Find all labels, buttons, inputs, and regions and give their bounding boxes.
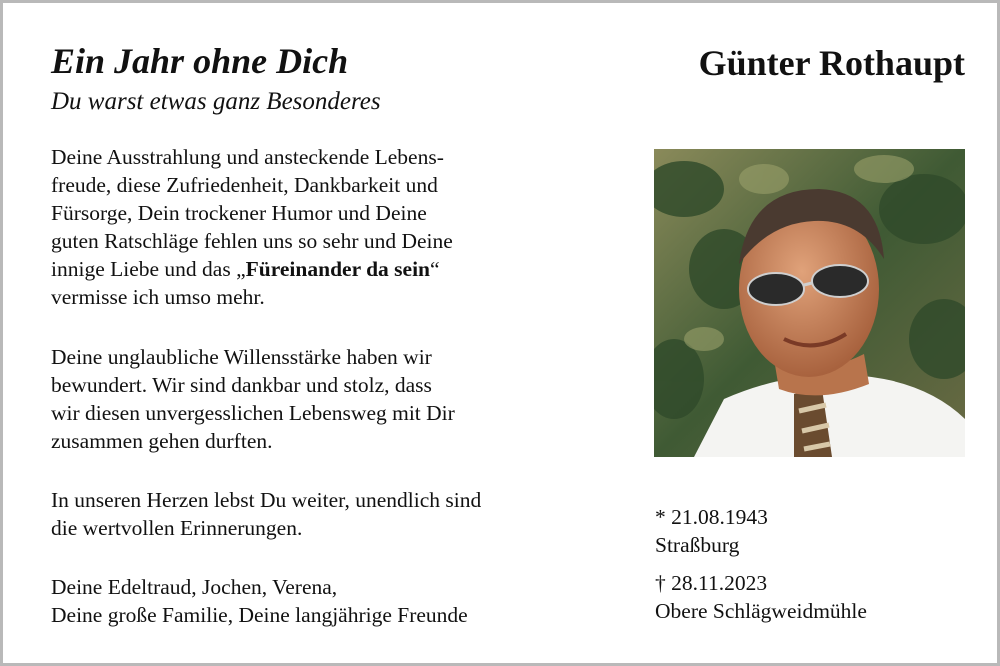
heading: Ein Jahr ohne Dich <box>51 41 349 81</box>
paragraph-tribute <box>51 143 611 311</box>
portrait-photo <box>654 149 965 457</box>
text-line: vermisse ich umso mehr. <box>51 285 265 309</box>
text-line <box>51 255 611 283</box>
subheading: Du warst etwas ganz Besonderes <box>51 88 381 115</box>
text-line: In unseren Herzen lebst Du weiter, unendlich sind <box>51 488 482 512</box>
portrait-illustration <box>654 149 965 457</box>
death-date: † 28.11.2023 <box>655 571 768 595</box>
text-line: Fürsorge, Dein trockener Humor und Deine <box>51 201 427 225</box>
birth-date: * 21.08.1943 <box>655 505 768 529</box>
text-segment: innige Liebe und das „ <box>51 257 246 281</box>
emphasis-text: Füreinander da sein <box>245 257 431 281</box>
deceased-name: Günter Rothaupt <box>698 43 965 83</box>
text-line: Deine große Familie, Deine langjährige Freunde <box>51 603 468 627</box>
death-place: Obere Schlägweidmühle <box>655 599 867 623</box>
text-line: bewundert. Wir sind dankbar und stolz, dass <box>51 373 432 397</box>
death-info <box>655 569 867 625</box>
birth-place: Straßburg <box>655 533 740 557</box>
text-line: Deine Ausstrahlung und ansteckende Lebens- <box>51 145 444 169</box>
text-line: wir diesen unvergesslichen Lebensweg mit Dir <box>51 401 455 425</box>
birth-info <box>655 503 768 559</box>
paragraph-admiration <box>51 343 611 455</box>
text-line: Deine unglaubliche Willensstärke haben wir <box>51 345 432 369</box>
paragraph-memories <box>51 486 611 542</box>
text-line: guten Ratschläge fehlen uns so sehr und Deine <box>51 229 453 253</box>
text-line: Deine Edeltraud, Jochen, Verena, <box>51 575 338 599</box>
text-segment: “ <box>430 257 440 281</box>
text-line: freude, diese Zufriedenheit, Dankbarkeit und <box>51 173 438 197</box>
text-line: die wertvollen Erinnerungen. <box>51 516 303 540</box>
text-line: zusammen gehen durften. <box>51 429 273 453</box>
signature <box>51 573 611 629</box>
